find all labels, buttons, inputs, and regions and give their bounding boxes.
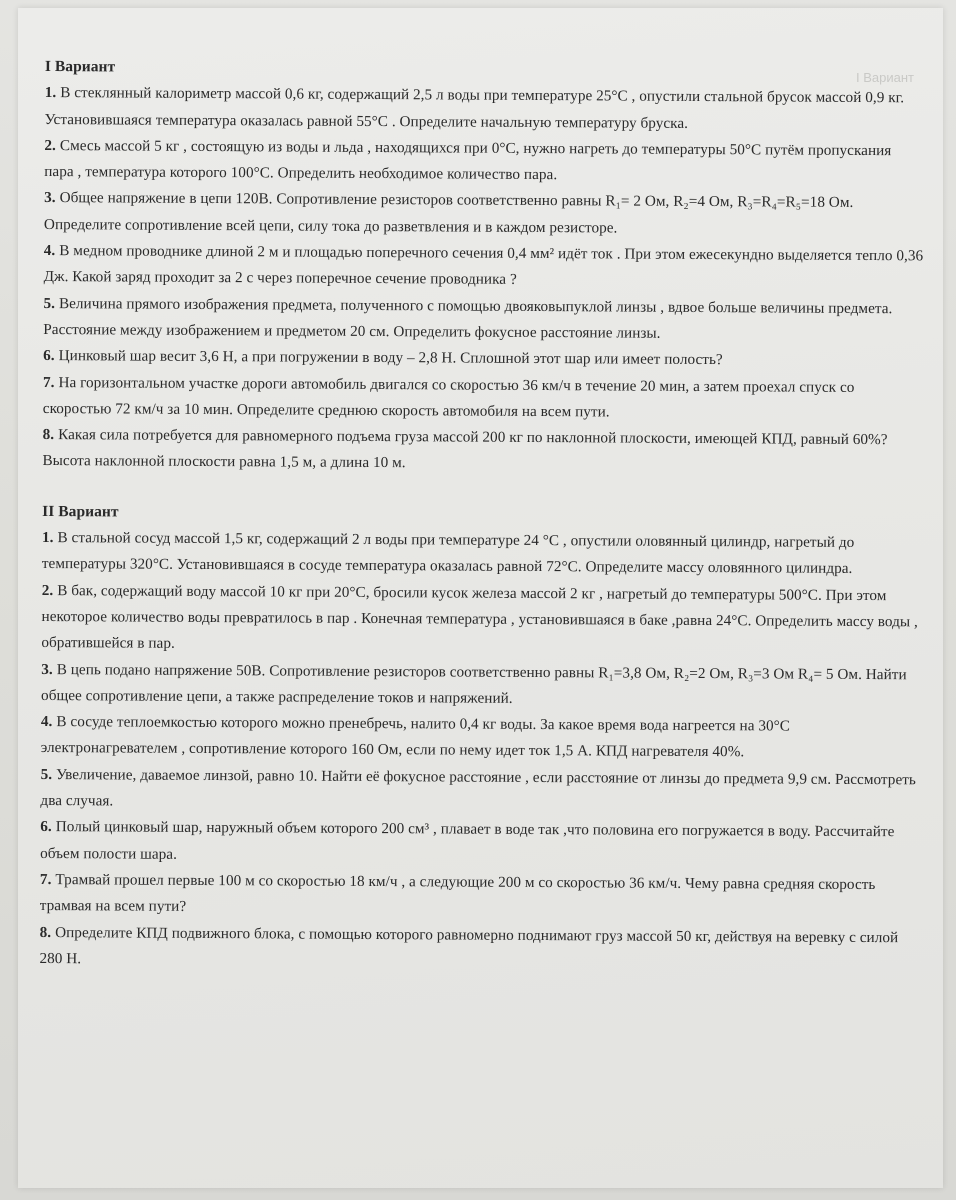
variant-1 bbox=[42, 54, 925, 480]
problem-text: Смесь массой 5 кг , состоящую из воды и льда , находящихся при 0°С, нужно нагреть до температуры 50°С путём пропускания пара , температура которого 100°С. Определить необходимое количество пара. bbox=[44, 136, 892, 184]
show-through-text: I Вариант bbox=[856, 70, 914, 85]
problem-number: 1. bbox=[41, 529, 54, 547]
problem-item bbox=[45, 80, 925, 138]
problem-item bbox=[40, 814, 920, 872]
problem-text: На горизонтальном участке дороги автомобиль двигался со скоростью 36 км/ч в течение 20 мин, а затем проехал спуск со скоростью 72 км/ч за 10 мин. Определите среднюю скорость автомобиля на всем пути. bbox=[42, 373, 855, 421]
problem-item bbox=[44, 185, 924, 243]
problem-number: 4. bbox=[40, 713, 53, 731]
problem-number: 6. bbox=[40, 818, 52, 836]
problem-number: 7. bbox=[42, 373, 55, 391]
variant-title: II Вариант bbox=[42, 502, 119, 521]
problem-text: Увеличение, даваемое линзой, равно 10. Найти её фокусное расстояние , если расстояние от линзы до предмета 9,9 см. Рассмотреть два случая. bbox=[40, 765, 916, 810]
problem-text: Определите КПД подвижного блока, с помощью которого равномерно поднимают груз массой 50 кг, действуя на веревку с силой 280 Н. bbox=[39, 923, 899, 968]
problem-item bbox=[40, 867, 920, 925]
problem-number: 7. bbox=[39, 870, 52, 888]
problem-number: 5. bbox=[43, 294, 56, 312]
problem-item bbox=[41, 578, 921, 662]
problem-number: 4. bbox=[43, 242, 56, 260]
problem-text: Какая сила потребуется для равномерного подъема груза массой 200 кг по наклонной плоскости, имеющей КПД, равный 60%? Высота наклонной плоскости равна 1,5 м, а длина 10 м. bbox=[42, 426, 888, 472]
problem-item bbox=[42, 422, 922, 480]
problem-item bbox=[43, 291, 923, 349]
worksheet-content bbox=[39, 54, 925, 977]
problem-text: В бак, содержащий воду массой 10 кг при 20°С, бросили кусок железа массой 2 кг , нагретый до температуры 500°С. При этом некоторое количество воды превратилось в пар . Конечная температура , установившаяся в баке ,равна 24°С. Определить массу воды , обратившейся в пар. bbox=[41, 581, 918, 653]
problem-item bbox=[44, 133, 924, 191]
problem-text: Цинковый шар весит 3,6 Н, а при погружении в воду – 2,8 Н. Сплошной этот шар или имеет полость? bbox=[58, 347, 723, 369]
problem-number: 3. bbox=[44, 189, 56, 207]
problem-text: Величина прямого изображения предмета, полученного с помощью двояковыпуклой линзы , вдвое больше величины предмета. Расстояние между изображением и предметом 20 см. Определить фокусное расстояние линзы. bbox=[43, 294, 893, 342]
problem-item bbox=[40, 762, 920, 820]
problem-number: 2. bbox=[41, 581, 54, 599]
problem-item bbox=[42, 525, 922, 583]
problem-item bbox=[44, 238, 924, 296]
problem-number: 5. bbox=[40, 765, 53, 783]
problem-number: 6. bbox=[43, 347, 55, 365]
problem-number: 1. bbox=[44, 84, 57, 102]
problem-text: В стеклянный калориметр массой 0,6 кг, содержащий 2,5 л воды при температуре 25°С , опустили стальной брусок массой 0,9 кг. Установившаяся температура оказалась равной 55°С . Определите начальную температуру бруска. bbox=[44, 84, 905, 132]
problem-item bbox=[43, 370, 923, 428]
problem-item bbox=[41, 709, 921, 767]
problem-text: Полый цинковый шар, наружный объем которого 200 см³ , плавает в воде так ,что половина его погружается в воду. Рассчитайте объем полости шара. bbox=[40, 818, 895, 863]
problem-item bbox=[39, 919, 919, 977]
problem-text: В медном проводнике длиной 2 м и площадью поперечного сечения 0,4 мм² идёт ток . При этом ежесекундно выделяется тепло 0,36 Дж. Какой заряд проходит за 2 с через поперечное сечение проводника ? bbox=[43, 242, 924, 289]
paper-sheet bbox=[18, 8, 943, 1188]
problem-item bbox=[41, 657, 921, 715]
problem-number: 8. bbox=[42, 426, 55, 444]
variant-2 bbox=[39, 499, 922, 978]
variant-title: I Вариант bbox=[44, 57, 116, 76]
problem-text: Общее напряжение в цепи 120В. Сопротивление резисторов соответственно равны R₁= 2 Ом, R₂=4 Ом, R₃=R₄=R₅=18 Ом. Определите сопротивление всей цепи, силу тока до разветвления и в каждом резисторе. bbox=[43, 189, 854, 237]
problem-text: Трамвай прошел первые 100 м со скоростью 18 км/ч , а следующие 200 м со скоростью 36 км/ч. Чему равна средняя скорость трамвая на всем пути? bbox=[39, 870, 876, 916]
problem-number: 3. bbox=[41, 660, 53, 678]
problem-text: В цепь подано напряжение 50В. Сопротивление резисторов соответственно равны R₁=3,8 Ом, R₂=2 Ом, R₃=3 Ом R₄= 5 Ом. Найти общее сопротивление цепи, а также распределение токов и напряжений. bbox=[41, 660, 907, 707]
problem-text: В стальной сосуд массой 1,5 кг, содержащий 2 л воды при температуре 24 °С , опустили оловянный цилиндр, нагретый до температуры 320°С. Установившаяся в сосуде температура оказалась равной 72°С. Определите массу оловянного цилиндра. bbox=[41, 529, 855, 578]
problem-number: 8. bbox=[39, 923, 52, 941]
problem-text: В сосуде теплоемкостью которого можно пренебречь, налито 0,4 кг воды. За какое время вода нагреется на 30°С электронагревателем , сопротивление которого 160 Ом, если по нему идет ток 1,5 А. КПД нагревателя 40%. bbox=[40, 713, 791, 761]
problem-number: 2. bbox=[44, 136, 56, 154]
